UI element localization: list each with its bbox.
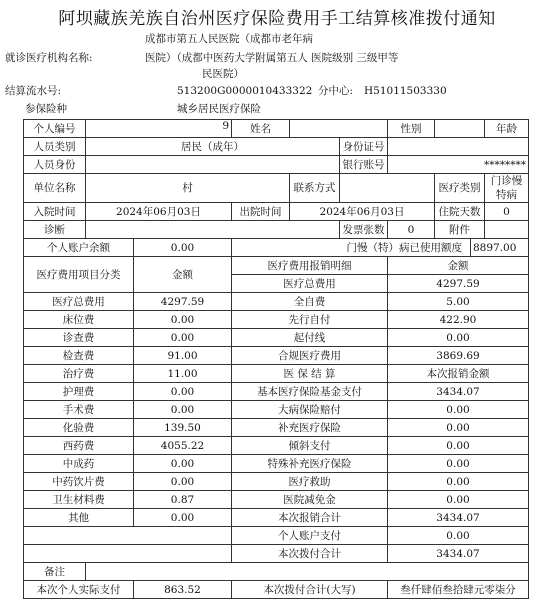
detail-item: 大病保险赔付 — [232, 401, 388, 419]
fee-amount: 0.00 — [134, 311, 232, 329]
page-title: 阿坝藏族羌族自治州医疗保险费用手工结算核准拨付通知 — [58, 9, 496, 29]
contact-label: 联系方式 — [290, 174, 340, 203]
fee-row — [24, 383, 529, 401]
gender-value — [435, 120, 485, 138]
detail-item: 本次报销合计 — [232, 509, 388, 527]
person-id-value: 9 — [86, 120, 232, 138]
flow-label: 结算流水号: — [5, 85, 62, 97]
fee-row — [24, 455, 529, 473]
fee-amount: 0.87 — [134, 491, 232, 509]
detail-item: 补充医疗保险 — [232, 419, 388, 437]
org-name-line2: 医院）（成都中医药大学附属第五人 医院级别 三级甲等 — [145, 52, 399, 64]
detail-item: 特殊补充医疗保险 — [232, 455, 388, 473]
fee-amount: 0.00 — [134, 455, 232, 473]
attach-value — [485, 221, 529, 239]
org-name-line3: 民医院） — [202, 68, 244, 80]
fee-row — [24, 401, 529, 419]
fee-row — [24, 419, 529, 437]
fee-item: 中药饮片费 — [24, 473, 134, 491]
attach-label: 附件 — [435, 221, 485, 239]
insured-type-label: 参保险种 — [25, 103, 67, 115]
detail-amount: 本次报销金额 — [388, 365, 529, 383]
fee-row — [24, 491, 529, 509]
detail-amount: 0.00 — [388, 455, 529, 473]
self-pay-label: 本次个人实际支付 — [24, 581, 134, 599]
remark-label: 备注 — [24, 563, 86, 581]
flow-value: 513200G0000010433322 — [177, 85, 313, 97]
diagnosis-label: 诊断 — [24, 221, 86, 239]
detail-amount: 0.00 — [388, 401, 529, 419]
detail-amount: 5.00 — [388, 293, 529, 311]
used-quota-value: 8897.00 — [471, 239, 529, 257]
fee-item: 检查费 — [24, 347, 134, 365]
detail-amount: 0.00 — [388, 437, 529, 455]
diagnosis-value — [86, 221, 340, 239]
bank-label: 银行账号 — [340, 156, 388, 174]
acct-balance-label: 个人账户余额 — [24, 239, 134, 257]
fee-item-header: 医疗费用项目分类 — [24, 257, 134, 293]
admit-label: 入院时间 — [24, 203, 86, 221]
identity-value — [86, 156, 340, 174]
fee-item: 西药费 — [24, 437, 134, 455]
contact-value — [340, 174, 435, 203]
idcard-label: 身份证号 — [340, 138, 388, 156]
detail-amount: 0.00 — [388, 419, 529, 437]
detail-amount: 3869.69 — [388, 347, 529, 365]
fee-amount: 4297.59 — [134, 293, 232, 311]
fee-item: 手术费 — [24, 401, 134, 419]
settlement-table — [23, 119, 529, 599]
detail-item: 全自费 — [232, 293, 388, 311]
invoice-label: 发票张数 — [340, 221, 388, 239]
age-label: 年龄 — [485, 120, 529, 138]
remark-value — [86, 563, 529, 581]
detail-item: 医疗救助 — [232, 473, 388, 491]
fee-row — [24, 329, 529, 347]
acct-pay-label: 个人账户支付 — [232, 527, 388, 545]
detail-amount: 0.00 — [388, 473, 529, 491]
insured-type-value: 城乡居民医疗保险 — [177, 103, 261, 115]
category-value: 居民（成年） — [86, 138, 340, 156]
center-label: 分中心: — [318, 85, 354, 97]
org-name-line1: 成都市第五人民医院（成都市老年病 — [145, 33, 313, 45]
detail-item: 医 保 结 算 — [232, 365, 388, 383]
fee-row — [24, 311, 529, 329]
detail-item: 起付线 — [232, 329, 388, 347]
detail-amount: 0.00 — [388, 329, 529, 347]
org-label: 就诊医疗机构名称: — [5, 52, 93, 64]
fee-amount: 91.00 — [134, 347, 232, 365]
bank-value: ******** — [388, 156, 529, 174]
pay-total-label: 本次拨付合计 — [232, 545, 388, 563]
detail-amount: 0.00 — [388, 491, 529, 509]
fee-amount-header: 金额 — [134, 257, 232, 293]
days-label: 住院天数 — [435, 203, 485, 221]
invoice-value: 0 — [388, 221, 435, 239]
total-fee-value: 4297.59 — [388, 275, 529, 293]
detail-header: 医疗费用报销明细 — [232, 257, 388, 275]
fee-amount: 0.00 — [134, 473, 232, 491]
name-value — [290, 120, 388, 138]
detail-amount: 3434.07 — [388, 383, 529, 401]
pay-total-value: 3434.07 — [388, 545, 529, 563]
fee-item: 中成药 — [24, 455, 134, 473]
fee-item: 诊查费 — [24, 329, 134, 347]
self-pay-value: 863.52 — [134, 581, 232, 599]
admit-value: 2024年06月03日 — [86, 203, 232, 221]
fee-amount: 0.00 — [134, 329, 232, 347]
acct-pay-value: 0.00 — [388, 527, 529, 545]
detail-item: 合规医疗费用 — [232, 347, 388, 365]
fee-amount: 0.00 — [134, 383, 232, 401]
idcard-value — [388, 138, 529, 156]
identity-label: 人员身份 — [24, 156, 86, 174]
detail-item: 基本医疗保险基金支付 — [232, 383, 388, 401]
fee-row — [24, 347, 529, 365]
fee-item: 其他 — [24, 509, 134, 527]
fee-item: 医疗总费用 — [24, 293, 134, 311]
detail-amount: 422.90 — [388, 311, 529, 329]
fee-amount: 139.50 — [134, 419, 232, 437]
pay-upper-label: 本次拨付合计(大写) — [232, 581, 388, 599]
center-value: H51011503330 — [364, 85, 447, 97]
fee-item: 化验费 — [24, 419, 134, 437]
fee-amount: 0.00 — [134, 401, 232, 419]
unit-value: 村 — [86, 174, 290, 203]
name-label: 姓名 — [232, 120, 290, 138]
gender-label: 性别 — [388, 120, 435, 138]
detail-item: 先行自付 — [232, 311, 388, 329]
fee-item: 护理费 — [24, 383, 134, 401]
blank-cell — [24, 545, 232, 563]
detail-item: 医院减免金 — [232, 491, 388, 509]
category-label: 人员类别 — [24, 138, 86, 156]
discharge-label: 出院时间 — [232, 203, 290, 221]
detail-amount-header: 金额 — [388, 257, 529, 275]
fee-row — [24, 365, 529, 383]
fee-item: 卫生材料费 — [24, 491, 134, 509]
discharge-value: 2024年06月03日 — [290, 203, 435, 221]
fee-item: 治疗费 — [24, 365, 134, 383]
fee-row — [24, 293, 529, 311]
detail-item: 倾斜支付 — [232, 437, 388, 455]
fee-amount: 11.00 — [134, 365, 232, 383]
blank-cell — [24, 527, 232, 545]
fee-amount: 4055.22 — [134, 437, 232, 455]
fee-amount: 0.00 — [134, 509, 232, 527]
fee-rows — [24, 293, 529, 527]
medtype-label: 医疗类别 — [435, 174, 485, 203]
detail-amount: 3434.07 — [388, 509, 529, 527]
medtype-value: 门诊慢特病 — [485, 174, 529, 203]
total-fee-label: 医疗总费用 — [232, 275, 388, 293]
fee-row — [24, 437, 529, 455]
person-id-label: 个人编号 — [24, 120, 86, 138]
fee-row — [24, 473, 529, 491]
days-value: 0 — [485, 203, 529, 221]
fee-row — [24, 509, 529, 527]
unit-label: 单位名称 — [24, 174, 86, 203]
acct-balance-value: 0.00 — [134, 239, 232, 257]
fee-item: 床位费 — [24, 311, 134, 329]
pay-upper-value: 叁仟肆佰叁拾肆元零柒分 — [388, 581, 529, 599]
used-quota-label: 门慢（特）病已使用额度 — [232, 239, 471, 257]
